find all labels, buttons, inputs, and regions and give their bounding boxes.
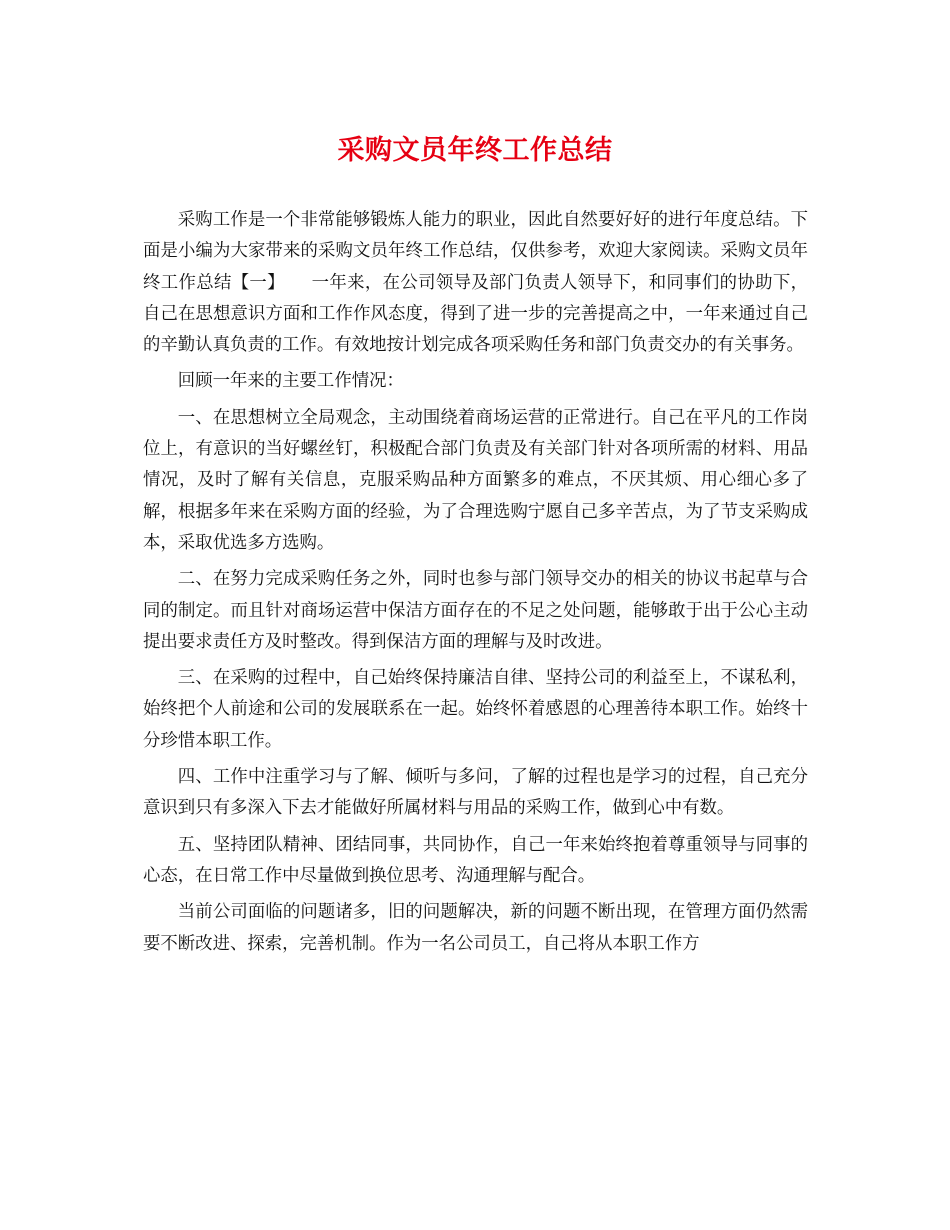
- paragraph-point-1: 一、在思想树立全局观念，主动围绕着商场运营的正常进行。自己在平凡的工作岗位上，有意识的当好螺丝钉，积极配合部门负责及有关部门针对各项所需的材料、用品情况，及时了解有关信息，克服采购品种方面繁多的难点，不厌其烦、用心细心多了解，根据多年来在采购方面的经验，为了合理选购宁愿自己多辛苦点，为了节支采购成本，采取优选多方选购。: [143, 407, 808, 553]
- paragraph-review-heading: 回顾一年来的主要工作情况：: [177, 371, 404, 392]
- paragraph-intro: 采购工作是一个非常能够锻炼人能力的职业，因此自然要好好的进行年度总结。下面是小编为大家带来的采购文员年终工作总结，仅供参考，欢迎大家阅读。采购文员年终工作总结【一】 一年来，在公司领导及部门负责人领导下，和同事们的协助下，自己在思想意识方面和工作作风态度，得到了进一步的完善提高之中，一年来通过自己的辛勤认真负责的工作。有效地按计划完成各项采购任务和部门负责交办的有关事务。: [143, 210, 808, 356]
- document-title: 采购文员年终工作总结: [337, 135, 613, 166]
- paragraph-point-2: 二、在努力完成采购任务之外，同时也参与部门领导交办的相关的协议书起草与合同的制定。而且针对商场运营中保洁方面存在的不足之处问题，能够敢于出于公心主动提出要求责任方及时整改。得到保洁方面的理解与及时改进。: [143, 569, 808, 652]
- paragraph-outlook: 当前公司面临的问题诸多，旧的问题解决，新的问题不断出现，在管理方面仍然需要不断改进、探索，完善机制。作为一名公司员工，自己将从本职工作方: [143, 902, 808, 954]
- paragraph-point-5: 五、坚持团队精神、团结同事，共同协作，自己一年来始终抱着尊重领导与同事的心态，在日常工作中尽量做到换位思考、沟通理解与配合。: [143, 834, 808, 886]
- paragraph-point-3: 三、在采购的过程中，自己始终保持廉洁自律、坚持公司的利益至上，不谋私利，始终把个人前途和公司的发展联系在一起。始终怀着感恩的心理善待本职工作。始终十分珍惜本职工作。: [143, 668, 808, 751]
- paragraph-point-4: 四、工作中注重学习与了解、倾听与多问，了解的过程也是学习的过程，自己充分意识到只有多深入下去才能做好所属材料与用品的采购工作，做到心中有数。: [143, 767, 808, 819]
- document-body: [143, 205, 808, 965]
